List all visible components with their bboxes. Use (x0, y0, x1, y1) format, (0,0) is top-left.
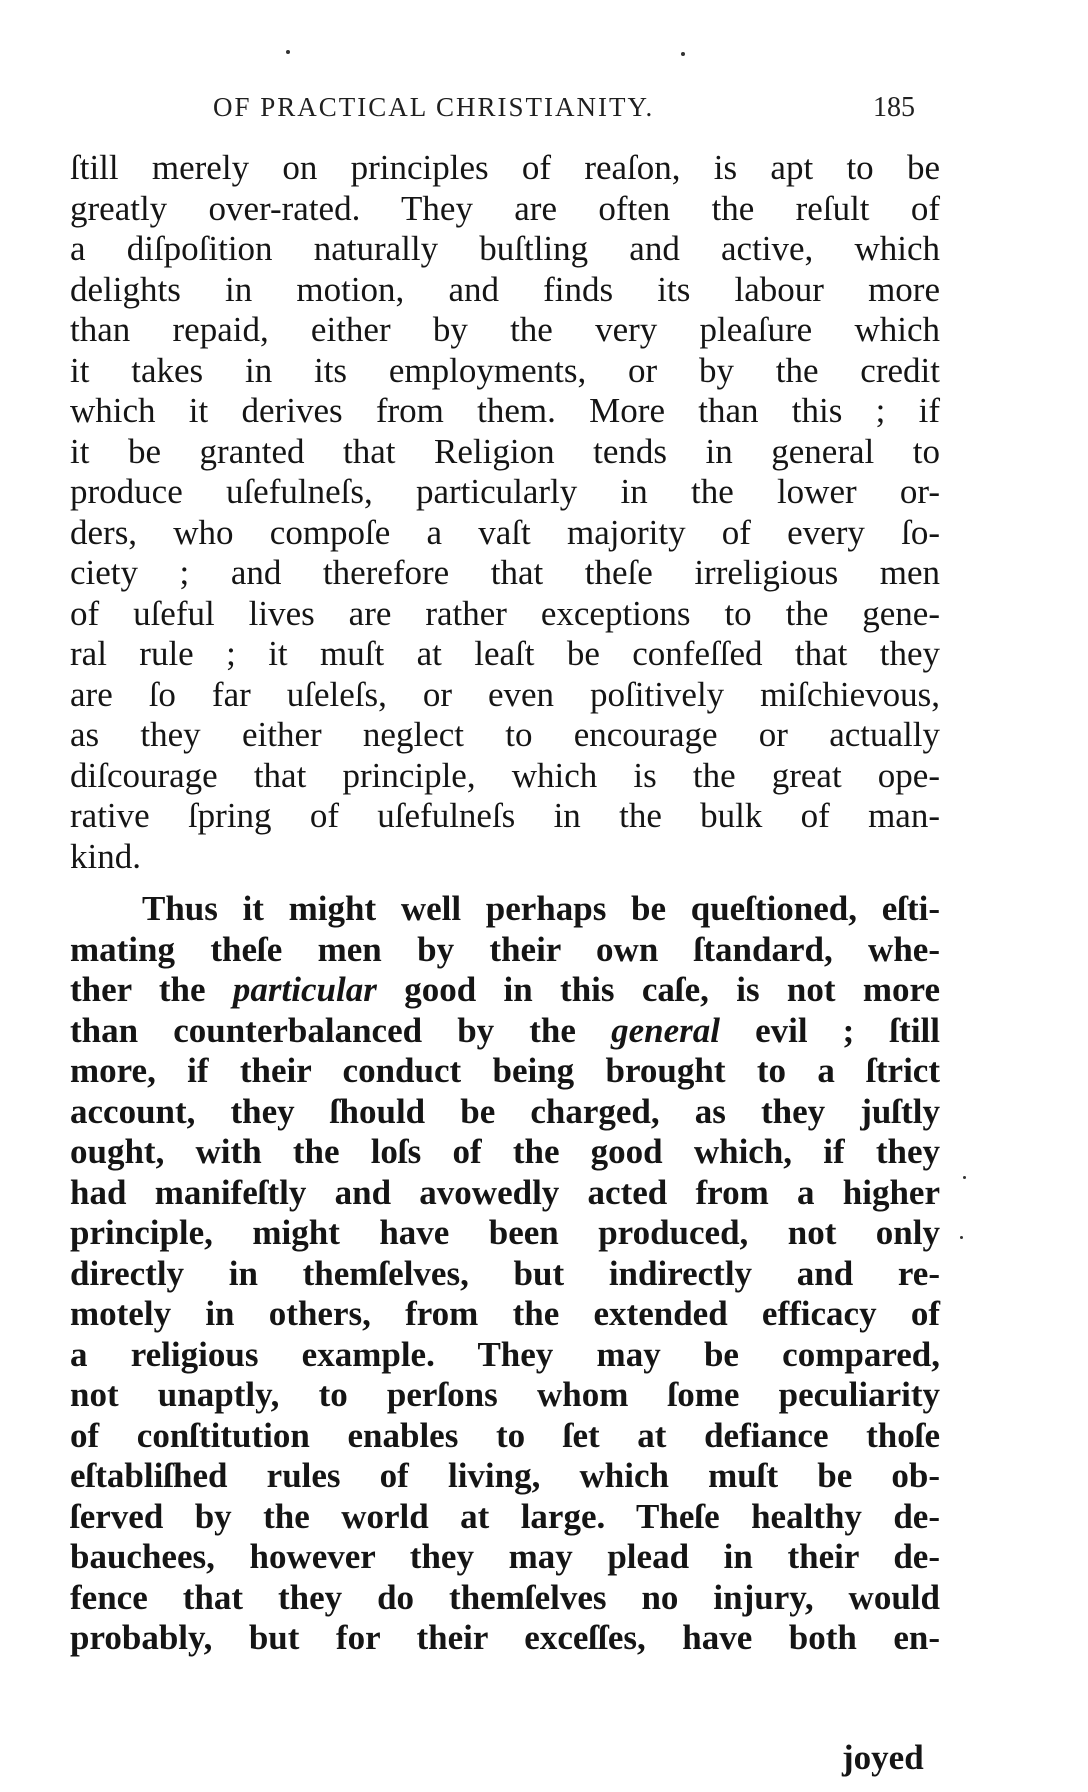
page-header (195, 92, 925, 132)
text-line: which it derives from them. More than this ; if (70, 391, 940, 430)
text-line: probably, but for their exceſſes, have both en- (70, 1618, 940, 1657)
text-line: ſtill merely on principles of reaſon, is apt to be (70, 148, 940, 187)
text-line: a diſpoſition naturally buſtling and active, which (70, 229, 940, 268)
text-line: diſcourage that principle, which is the great ope- (70, 755, 940, 795)
text-line: eſtabliſhed rules of living, which muſt be ob- (70, 1456, 940, 1495)
text-line: kind. (70, 836, 141, 876)
text-line: ders, who compoſe a vaſt majority of every ſo- (70, 512, 940, 552)
text-line: motely in others, from the extended efficacy of (70, 1294, 940, 1333)
text-line: not unaptly, to perſons whom ſome peculiarity (70, 1375, 940, 1414)
text-line: of uſeful lives are rather exceptions to the gene- (70, 593, 940, 633)
print-speck (286, 50, 290, 54)
running-title: OF PRACTICAL CHRISTIANITY. (213, 92, 655, 122)
paragraph-gap (70, 877, 940, 889)
text-line: bauchees, however they may plead in their de- (70, 1537, 940, 1576)
text-line: than repaid, either by the very pleaſure which (70, 310, 940, 349)
text-line: principle, might have been produced, not only (70, 1213, 940, 1252)
italic-word-general: general (611, 1010, 720, 1050)
paragraph-2 (70, 889, 940, 1659)
page-number: 185 (873, 92, 915, 123)
paragraph-1 (70, 148, 940, 877)
body-text (70, 148, 940, 1659)
text-line: delights in motion, and finds its labour more (70, 269, 940, 309)
text-line: Thus it might well perhaps be queſtioned, eſti- (142, 889, 940, 928)
text-line: of conſtitution enables to ſet at defiance thoſe (70, 1415, 940, 1455)
text-line: rative ſpring of uſefulneſs in the bulk of man- (70, 796, 940, 835)
print-speck (963, 1176, 966, 1179)
text-line: ral rule ; it muſt at leaſt be confeſſed that they (70, 634, 940, 673)
text-line: ought, with the loſs of the good which, if they (70, 1132, 940, 1171)
print-speck (681, 52, 685, 56)
text-line (70, 970, 940, 1011)
text-line (70, 1011, 940, 1052)
text-fragment: ther the (70, 970, 233, 1009)
text-line: greatly over-rated. They are often the reſult of (70, 188, 940, 228)
text-line: fence that they do themſelves no injury, would (70, 1577, 940, 1617)
text-line: ciety ; and therefore that theſe irreligious men (70, 553, 940, 592)
text-line: are ſo far uſeleſs, or even poſitively miſchievous, (70, 674, 940, 714)
text-line: a religious example. They may be compared, (70, 1334, 940, 1374)
text-line: mating theſe men by their own ſtandard, whe- (70, 929, 940, 969)
text-fragment: than counterbalanced by the (70, 1010, 612, 1050)
text-line: ſerved by the world at large. Theſe healthy de- (70, 1496, 940, 1536)
text-line: it takes in its employments, or by the credit (70, 350, 940, 390)
text-line: it be granted that Religion tends in general to (70, 431, 940, 471)
text-line: produce uſefulneſs, particularly in the lower or- (70, 472, 940, 511)
text-line: account, they ſhould be charged, as they juſtly (70, 1091, 940, 1131)
italic-word-particular: particular (232, 970, 377, 1009)
print-speck (960, 1236, 963, 1239)
text-line: as they either neglect to encourage or actually (70, 715, 940, 754)
text-line: had manifeſtly and avowedly acted from a higher (70, 1172, 940, 1212)
catchword: joyed (842, 1738, 924, 1777)
text-line: directly in themſelves, but indirectly and re- (70, 1253, 940, 1293)
text-fragment: evil ; ſtill (719, 1010, 940, 1050)
text-fragment: good in this caſe, is not more (376, 970, 940, 1009)
text-line: more, if their conduct being brought to a ſtrict (70, 1051, 940, 1090)
